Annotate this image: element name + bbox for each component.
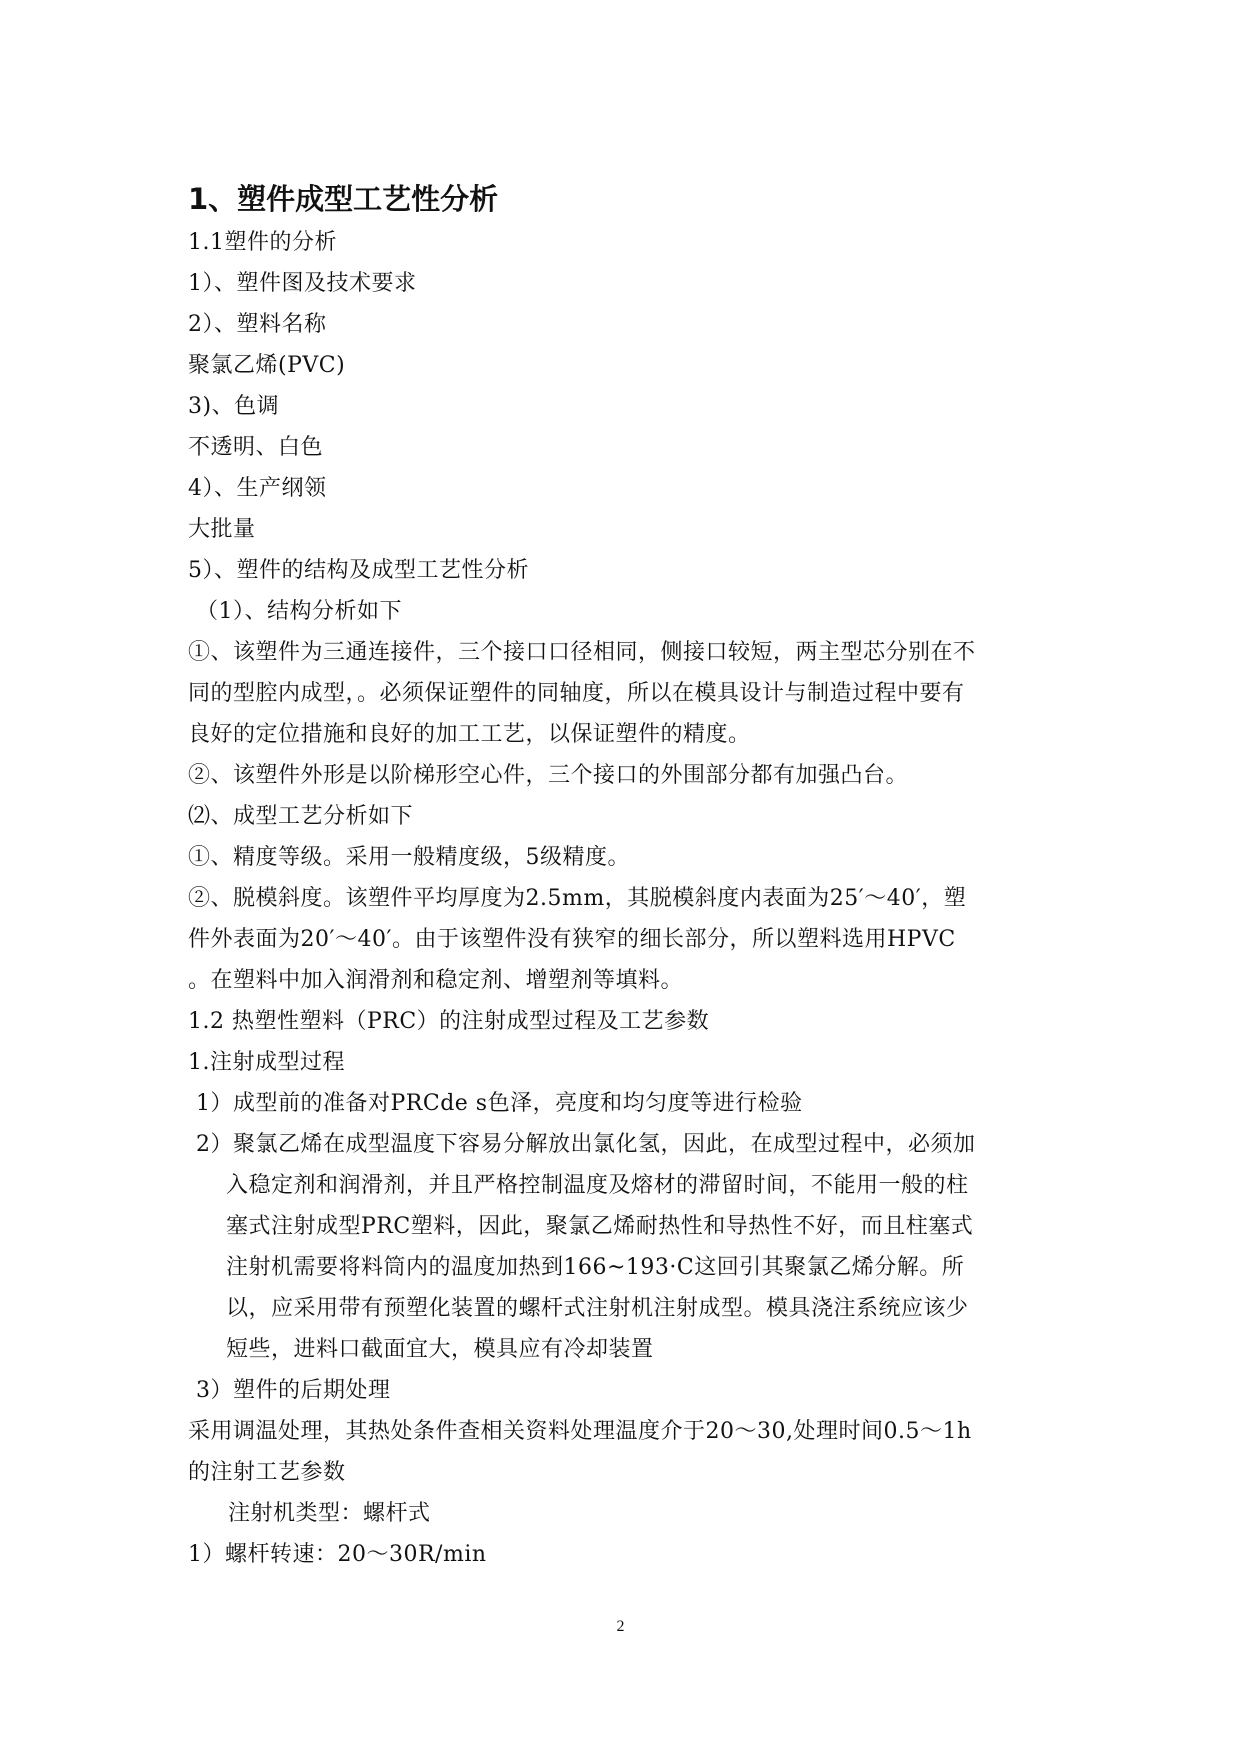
text-line: 3)、色调	[188, 394, 280, 419]
section-heading: 1、塑件成型工艺性分析	[188, 182, 499, 216]
text-line: 大批量	[188, 517, 256, 542]
paragraph-line: ①、精度等级。采用一般精度级，5级精度。	[188, 845, 630, 870]
text-line: 5）、塑件的结构及成型工艺性分析	[188, 558, 529, 583]
list-item: 1）螺杆转速：20～30R/min	[188, 1542, 487, 1567]
paragraph-line: ②、脱模斜度。该塑件平均厚度为2.5mm，其脱模斜度内表面为25′～40′，塑	[188, 886, 967, 911]
subsection-title: 1.2 热塑性塑料（PRC）的注射成型过程及工艺参数	[188, 1009, 710, 1034]
text-line: 1.注射成型过程	[188, 1050, 345, 1075]
list-item-continuation: 以，应采用带有预塑化装置的螺杆式注射机注射成型。模具浇注系统应该少	[226, 1296, 969, 1321]
list-item-continuation: 短些，进料口截面宜大，模具应有冷却装置	[226, 1337, 654, 1362]
paragraph-line: 。在塑料中加入润滑剂和稳定剂、增塑剂等填料。	[188, 968, 684, 993]
list-item: 2）聚氯乙烯在成型温度下容易分解放出氯化氢，因此，在成型过程中，必须加	[196, 1132, 976, 1157]
paragraph-line: 件外表面为20′～40′。由于该塑件没有狭窄的细长部分，所以塑料选用HPVC	[188, 927, 956, 952]
text-line: 2）、塑料名称	[188, 312, 327, 337]
text-line: 不透明、白色	[188, 435, 324, 460]
text-line: 注射机类型：螺杆式	[228, 1501, 431, 1526]
text-line: （1）、结构分析如下	[196, 599, 402, 624]
list-item: 1）成型前的准备对PRCde s色泽，亮度和均匀度等进行检验	[196, 1091, 803, 1116]
paragraph-line: ②、该塑件外形是以阶梯形空心件，三个接口的外围部分都有加强凸台。	[188, 763, 909, 788]
text-line: ⑵、成型工艺分析如下	[188, 804, 414, 829]
paragraph-line: 的注射工艺参数	[188, 1460, 346, 1485]
list-item: 3）塑件的后期处理	[196, 1378, 391, 1403]
paragraph-line: 同的型腔内成型，。必须保证塑件的同轴度，所以在模具设计与制造过程中要有	[188, 681, 965, 706]
paragraph-line: 采用调温处理，其热处条件查相关资料处理温度介于20～30,处理时间0.5～1h	[188, 1419, 972, 1444]
paragraph-line: ①、该塑件为三通连接件，三个接口口径相同，侧接口较短，两主型芯分别在不	[188, 640, 976, 665]
document-body	[188, 178, 1058, 1575]
page-number: 2	[616, 1618, 625, 1635]
list-item-continuation: 注射机需要将料筒内的温度加热到166~193·C这回引其聚氯乙烯分解。所	[226, 1255, 965, 1280]
list-item-continuation: 塞式注射成型PRC塑料，因此，聚氯乙烯耐热性和导热性不好，而且柱塞式	[226, 1214, 974, 1239]
text-line: 聚氯乙烯(PVC)	[188, 353, 346, 378]
paragraph-line: 良好的定位措施和良好的加工工艺，以保证塑件的精度。	[188, 722, 751, 747]
text-line: 1）、塑件图及技术要求	[188, 271, 417, 296]
list-item-continuation: 入稳定剂和润滑剂，并且严格控制温度及熔材的滞留时间，不能用一般的柱	[226, 1173, 969, 1198]
text-line: 4）、生产纲领	[188, 476, 327, 501]
subsection-title: 1.1塑件的分析	[188, 230, 337, 255]
